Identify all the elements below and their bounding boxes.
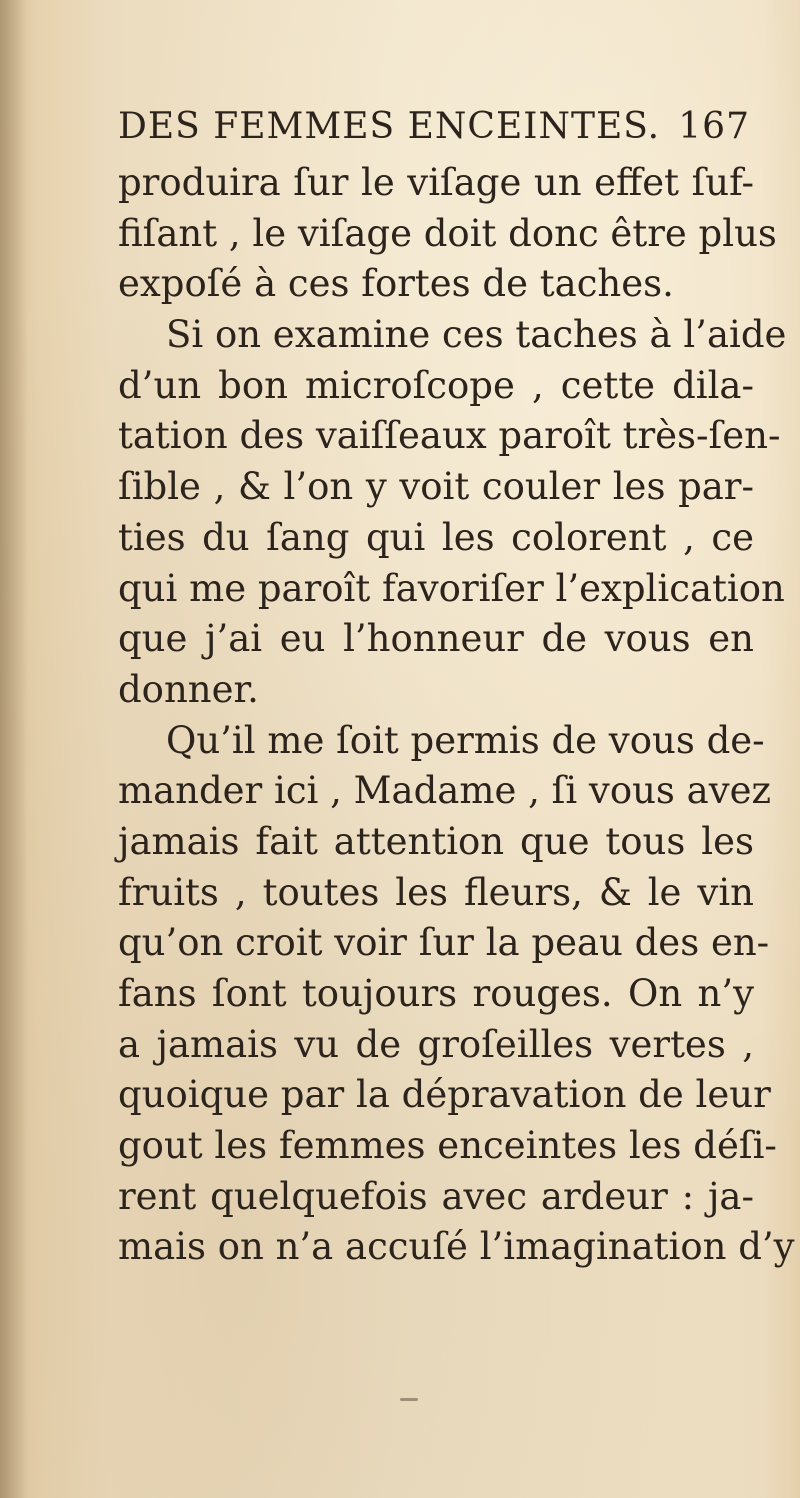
text-line: fiſant , le viſage doit donc être plus xyxy=(118,211,777,255)
text-line: jamais fait attention que tous les xyxy=(118,819,754,863)
text-line: produira ſur le viſage un effet ſuf- xyxy=(118,161,754,204)
text-line: mander ici , Madame , ſi vous avez xyxy=(118,769,772,813)
text-line: ties du ſang qui les colorent , ce xyxy=(118,515,754,559)
text-line: expoſé à ces fortes de taches. xyxy=(118,262,674,306)
text-line: d’un bon microſcope , cette dila- xyxy=(118,363,754,407)
text-line: a jamais vu de groſeilles vertes , xyxy=(118,1022,754,1066)
text-line: quoique par la dépravation de leur xyxy=(118,1073,771,1117)
text-line: que j’ai eu l’honneur de vous en xyxy=(118,617,754,661)
text-line: fruits , toutes les fleurs, & le vin xyxy=(118,870,754,914)
body-text xyxy=(118,158,795,1273)
text-line: qu’on croit voir ſur la peau des en- xyxy=(118,921,770,965)
running-title: DES FEMMES ENCEINTES. xyxy=(118,106,661,147)
text-line: rent quelquefois avec ardeur : ja- xyxy=(118,1174,754,1218)
text-line: tation des vaiſſeaux paroît très-ſen- xyxy=(118,414,781,458)
text-line: gout les femmes enceintes les déſi- xyxy=(118,1124,777,1168)
page-gutter-shadow xyxy=(0,0,28,1498)
text-line: Si on examine ces taches à l’aide xyxy=(166,313,787,357)
text-line: qui me paroît favoriſer l’explication xyxy=(118,566,785,610)
page-number: 167 xyxy=(678,106,750,147)
text-line: Qu’il me ſoit permis de vous de- xyxy=(166,718,765,762)
text-line: ſible , & l’on y voit couler les par- xyxy=(118,465,754,509)
text-line: mais on n’a accuſé l’imagination d’y xyxy=(118,1225,795,1269)
text-line: fans ſont toujours rouges. On n’y xyxy=(118,972,754,1015)
text-line: donner. xyxy=(118,667,259,711)
page-header xyxy=(118,106,750,147)
ink-speck xyxy=(400,1398,418,1401)
